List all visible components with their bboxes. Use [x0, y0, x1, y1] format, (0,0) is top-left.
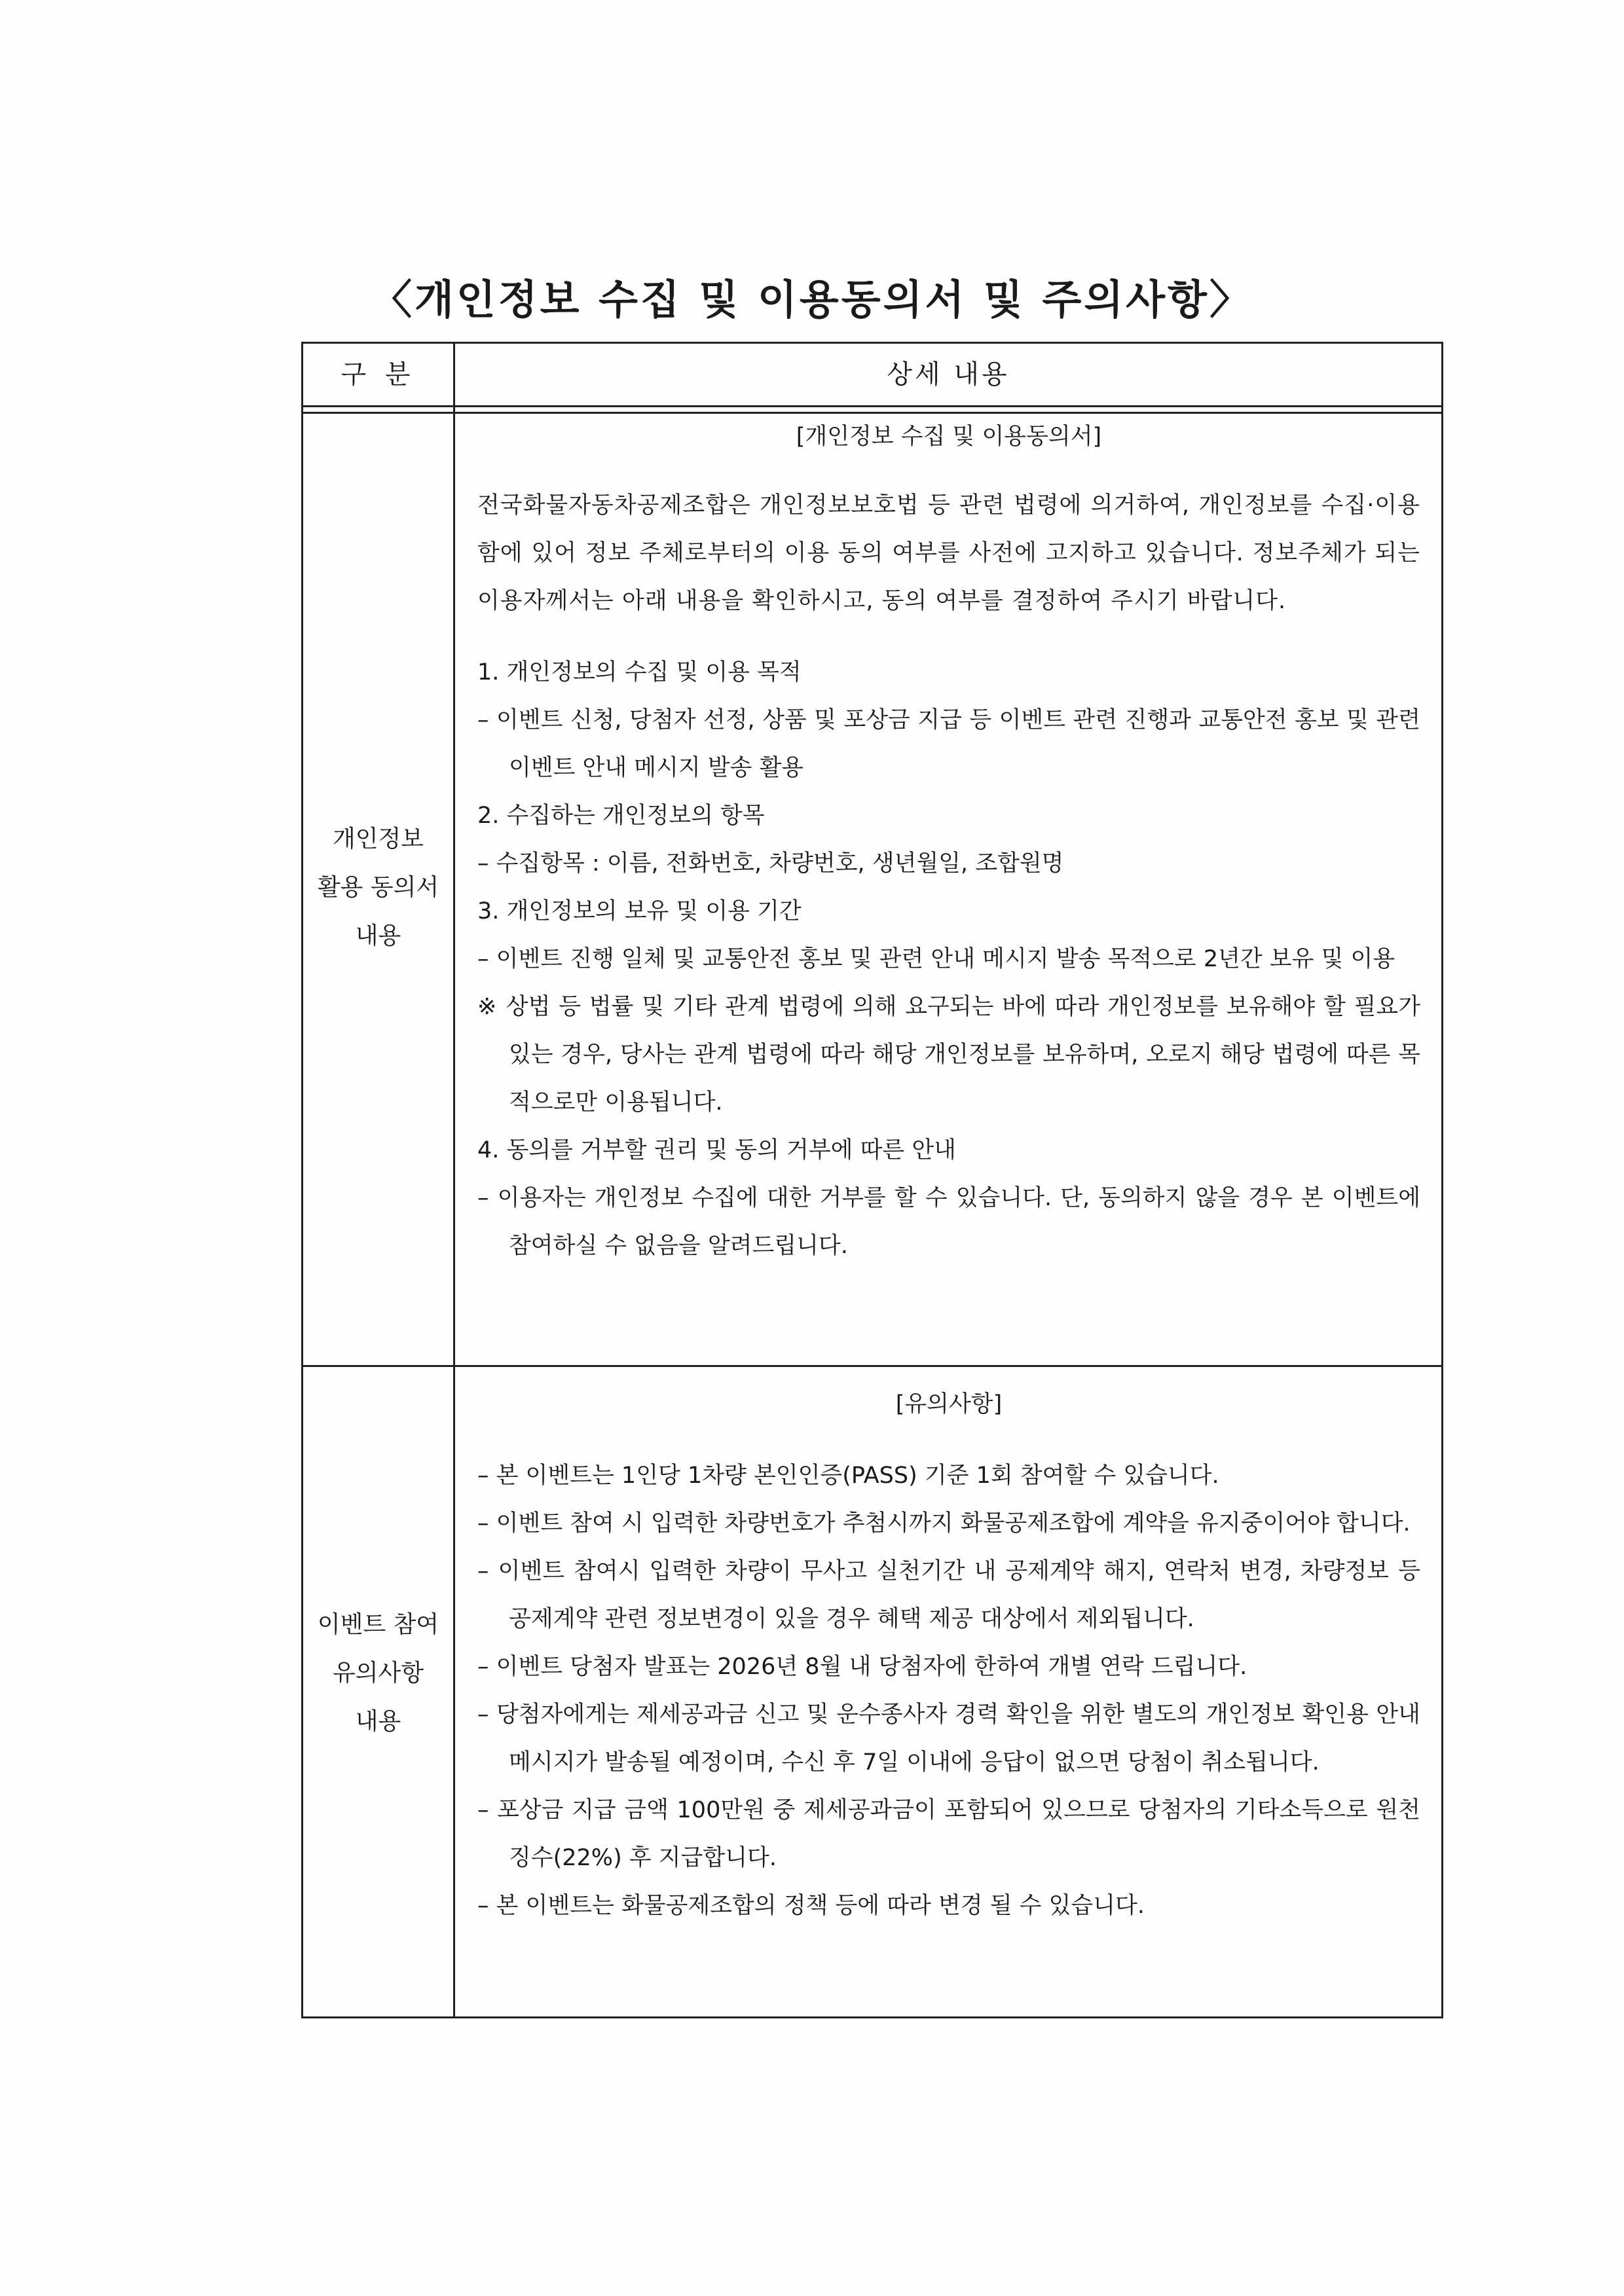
section2-heading: [유의사항] [895, 1391, 1003, 1417]
list-item: – 이벤트 신청, 당첨자 선정, 상품 및 포상금 지급 등 이벤트 관련 진행과 교통안전 홍보 및 관련 이벤트 안내 메시지 발송 활용 [477, 707, 1420, 781]
column-header-category: 구 분 [341, 359, 416, 390]
header-divider [303, 405, 1441, 407]
list-item: – 이벤트 진행 일체 및 교통안전 홍보 및 관련 안내 메시지 발송 목적으로 2년간 보유 및 이용 [477, 946, 1395, 972]
list-item: 3. 개인정보의 보유 및 이용 기간 [477, 898, 802, 924]
list-item: 2. 수집하는 개인정보의 항목 [477, 803, 765, 829]
list-item: 4. 동의를 거부할 권리 및 동의 거부에 따른 안내 [477, 1137, 956, 1163]
section2-content [477, 1381, 1420, 1930]
section1-label-line: 활용 동의서 [317, 874, 439, 901]
list-item: – 이벤트 당첨자 발표는 2026년 8월 내 당첨자에 한하여 개별 연락 드립니다. [477, 1654, 1247, 1680]
section1-label-line: 개인정보 [332, 826, 424, 852]
list-item: – 이벤트 참여시 입력한 차량이 무사고 실천기간 내 공제계약 해지, 연락처 변경, 차량정보 등 공제계약 관련 정보변경이 있을 경우 혜택 제공 대상에서 제외됩니다. [477, 1558, 1420, 1632]
list-item: – 포상금 지급 금액 100만원 중 제세공과금이 포함되어 있으므로 당첨자의 기타소득으로 원천징수(22%) 후 지급합니다. [477, 1797, 1420, 1871]
list-item: – 본 이벤트는 1인당 1차량 본인인증(PASS) 기준 1회 참여할 수 있습니다. [477, 1463, 1219, 1489]
consent-table [301, 342, 1443, 2018]
section2-label-line: 내용 [355, 1708, 401, 1735]
list-item-note: ※ 상법 등 법률 및 기타 관계 법령에 의해 요구되는 바에 따라 개인정보를 보유해야 할 필요가 있는 경우, 당사는 관계 법령에 따라 해당 개인정보를 보유하며, 오로지 해당 법령에 따른 목적으로만 이용됩니다. [477, 994, 1420, 1116]
section1-intro: 전국화물자동차공제조합은 개인정보보호법 등 관련 법령에 의거하여, 개인정보를 수집·이용함에 있어 정보 주체로부터의 이용 동의 여부를 사전에 고지하고 있습니다. 정보주체가 되는 이용자께서는 아래 내용을 확인하시고, 동의 여부를 결정하여 주시기 바랍니다. [477, 492, 1420, 614]
column-header-details: 상세 내용 [887, 359, 1010, 390]
section-divider [303, 1365, 1441, 1367]
list-item: – 본 이벤트는 화물공제조합의 정책 등에 따라 변경 될 수 있습니다. [477, 1893, 1145, 1919]
list-item: – 당첨자에게는 제세공과금 신고 및 운수종사자 경력 확인을 위한 별도의 개인정보 확인용 안내 메시지가 발송될 예정이며, 수신 후 7일 이내에 응답이 없으면 당첨이 취소됩니다. [477, 1702, 1420, 1776]
list-item: – 이용자는 개인정보 수집에 대한 거부를 할 수 있습니다. 단, 동의하지 않을 경우 본 이벤트에 참여하실 수 없음을 알려드립니다. [477, 1185, 1420, 1259]
section2-label-line: 이벤트 참여 [317, 1611, 439, 1638]
section2-label [303, 1601, 453, 1746]
list-item: – 수집항목 : 이름, 전화번호, 차량번호, 생년월일, 조합원명 [477, 850, 1064, 877]
column-divider [453, 344, 455, 2016]
section1-label [303, 815, 453, 960]
section2-label-line: 유의사항 [332, 1660, 424, 1686]
list-item: – 이벤트 참여 시 입력한 차량번호가 추첨시까지 화물공제조합에 계약을 유지중이어야 합니다. [477, 1510, 1411, 1537]
document-title: 〈개인정보 수집 및 이용동의서 및 주의사항〉 [371, 276, 1253, 323]
section1-heading: [개인정보 수집 및 이용동의서] [796, 424, 1102, 450]
list-item: 1. 개인정보의 수집 및 이용 목적 [477, 659, 802, 685]
section1-label-line: 내용 [355, 922, 401, 949]
section1-content [477, 413, 1420, 1270]
